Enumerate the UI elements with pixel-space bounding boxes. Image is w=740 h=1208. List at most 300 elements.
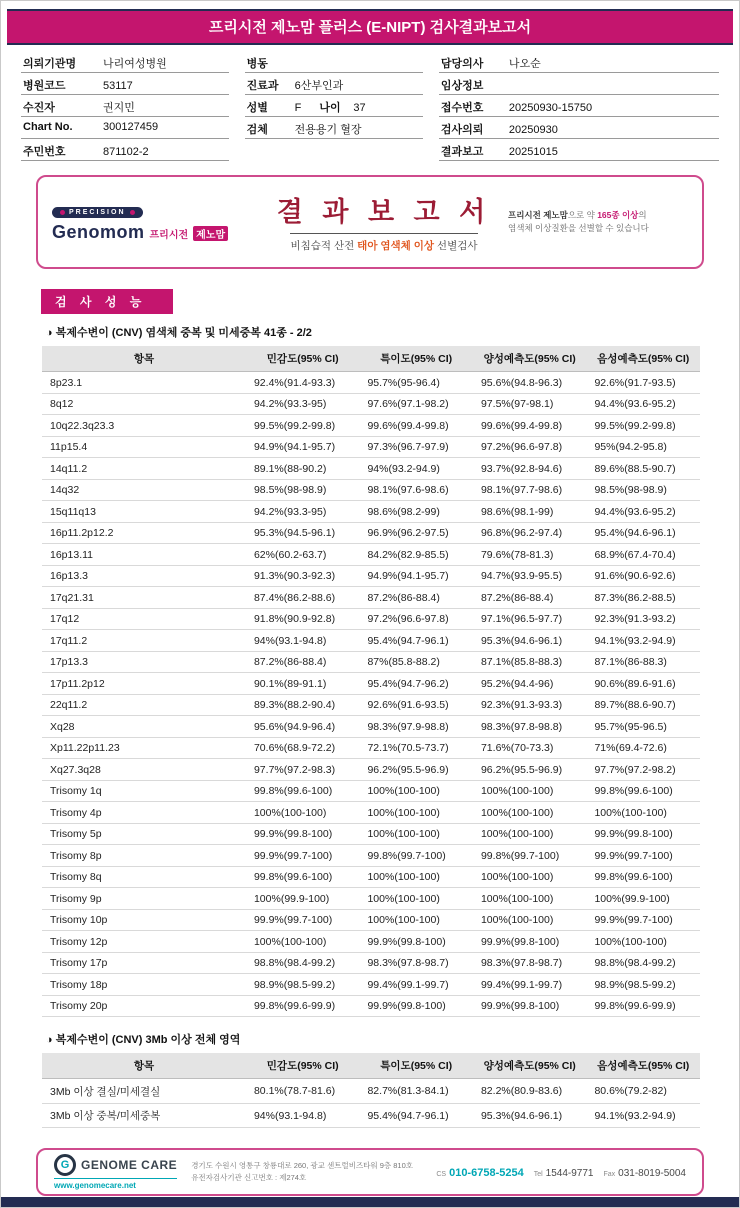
field-value: 300127459 [103,121,159,133]
row-value: 94.2%(93.3-95) [246,501,360,523]
row-label: 10q22.3q23.3 [42,415,246,437]
report-title-bar [7,9,733,45]
table-row [42,1103,700,1128]
table-row [42,909,700,931]
row-value: 93.7%(92.8-94.6) [473,458,587,480]
row-value: 95.7%(95-96.4) [359,372,473,394]
report-header-box [36,175,704,269]
row-value: 92.6%(91.6-93.5) [359,694,473,716]
row-label: 14q32 [42,479,246,501]
row-value: 92.3%(91.3-93.3) [473,694,587,716]
row-value: 95%(94.2-95.8) [586,436,700,458]
row-value: 99.5%(99.2-99.8) [246,415,360,437]
field-label: 담당의사 [440,58,484,70]
row-label: 3Mb 이상 중복/미세중복 [42,1103,246,1128]
row-value: 95.4%(94.7-96.1) [359,630,473,652]
row-value: 98.1%(97.6-98.6) [359,479,473,501]
row-value: 91.8%(90.9-92.8) [246,608,360,630]
table-row [42,587,700,609]
row-value: 98.1%(97.7-98.6) [473,479,587,501]
table-row [42,393,700,415]
row-value: 99.9%(99.7-100) [246,845,360,867]
field-specimen [245,117,423,139]
row-value: 94.1%(93.2-94.9) [586,1103,700,1128]
field-patient-name [21,95,229,117]
row-value: 99.9%(99.8-100) [473,931,587,953]
report-subtitle [290,233,477,253]
row-value: 95.3%(94.6-96.1) [473,630,587,652]
row-value: 100%(100-100) [473,866,587,888]
fax-number: 031-8019-5004 [618,1168,686,1179]
footer-contacts [436,1163,686,1181]
row-label: 16p13.3 [42,565,246,587]
table-row [42,479,700,501]
row-value: 87.2%(86-88.4) [359,587,473,609]
row-value: 97.7%(97.2-98.2) [586,759,700,781]
row-value: 99.8%(99.6-99.9) [586,995,700,1017]
row-value: 94.9%(94.1-95.7) [246,436,360,458]
brand-korean-2: 제노맘 [193,226,228,241]
row-value: 94.9%(94.1-95.7) [359,565,473,587]
fax-label: Fax [603,1171,616,1178]
table-body [42,1079,700,1128]
row-value: 79.6%(78-81.3) [473,544,587,566]
row-value: 100%(100-100) [586,802,700,824]
row-value: 100%(100-100) [246,931,360,953]
row-value: 100%(100-100) [586,931,700,953]
table-body [42,372,700,1017]
row-value: 100%(100-100) [473,909,587,931]
address-line2: 유전자검사기관 신고번호 : 제274호 [191,1173,307,1182]
row-label: 15q11q13 [42,501,246,523]
cs-number: 010-6758-5254 [449,1167,524,1179]
table-row [42,522,700,544]
table-row [42,888,700,910]
row-value: 95.6%(94.8-96.3) [473,372,587,394]
row-value: 95.3%(94.5-96.1) [246,522,360,544]
field-chart-no [21,117,229,139]
row-value: 99.9%(99.8-100) [359,931,473,953]
row-value: 100%(99.9-100) [246,888,360,910]
subtitle-prefix: 비침습적 산전 [290,240,358,252]
field-value: 전용용기 혈장 [294,124,362,136]
table-row [42,845,700,867]
field-value: 20250930-15750 [508,102,593,114]
table-row [42,458,700,480]
row-label: 14q11.2 [42,458,246,480]
row-value: 87.3%(86.2-88.5) [586,587,700,609]
field-label: 검체 [246,124,268,136]
row-value: 62%(60.2-63.7) [246,544,360,566]
row-value: 97.2%(96.6-97.8) [473,436,587,458]
row-value: 98.6%(98.2-99) [359,501,473,523]
row-value: 97.2%(96.6-97.8) [359,608,473,630]
badge-dot-icon [130,210,135,215]
table-row [42,952,700,974]
cnv-duplication-table [42,346,700,1017]
field-label: 성별 [246,102,268,114]
report-title-block [260,190,508,254]
row-label: Trisomy 12p [42,931,246,953]
row-label: 8q12 [42,393,246,415]
row-value: 97.6%(97.1-98.2) [359,393,473,415]
field-value: 37 [353,102,366,114]
row-value: 70.6%(68.9-72.2) [246,737,360,759]
row-value: 95.7%(95-96.5) [586,716,700,738]
row-value: 92.6%(91.7-93.5) [586,372,700,394]
field-label: 병동 [246,58,268,70]
field-label: 임상정보 [440,80,484,92]
row-value: 87.1%(85.8-88.3) [473,651,587,673]
cs-label: CS [436,1171,447,1178]
row-value: 89.7%(88.6-90.7) [586,694,700,716]
column-header: 항목 [42,1053,246,1079]
row-label: 17q11.2 [42,630,246,652]
column-header: 음성예측도(95% CI) [586,346,700,372]
cs-contact [436,1163,523,1181]
address-line1: 경기도 수원시 영통구 창룡대로 260, 광교 센트럴비즈타워 9층 810호 [191,1161,414,1170]
row-value: 98.3%(97.8-98.7) [359,952,473,974]
column-header: 음성예측도(95% CI) [586,1053,700,1079]
column-header: 특이도(95% CI) [359,1053,473,1079]
table-row [42,415,700,437]
column-header: 양성예측도(95% CI) [473,346,587,372]
row-value: 99.8%(99.6-100) [246,866,360,888]
row-value: 99.9%(99.8-100) [359,995,473,1017]
field-resident-id [21,139,229,161]
field-value: 권지민 [103,102,135,114]
row-label: 17p13.3 [42,651,246,673]
table-row [42,737,700,759]
patient-info-col3 [439,51,719,161]
row-value: 100%(100-100) [473,802,587,824]
row-value: 92.4%(91.4-93.3) [246,372,360,394]
row-value: 91.6%(90.6-92.6) [586,565,700,587]
row-label: 17q12 [42,608,246,630]
row-label: 3Mb 이상 결실/미세결실 [42,1079,246,1104]
row-value: 98.3%(97.9-98.8) [359,716,473,738]
row-value: 99.9%(99.8-100) [473,995,587,1017]
row-value: 96.2%(95.5-96.9) [359,759,473,781]
row-label: 16p11.2p12.2 [42,522,246,544]
genomom-logo [52,202,260,243]
row-value: 89.3%(88.2-90.4) [246,694,360,716]
row-value: 95.4%(94.7-96.2) [359,673,473,695]
row-value: 95.2%(94.4-96) [473,673,587,695]
row-label: Trisomy 10p [42,909,246,931]
row-value: 99.6%(99.4-99.8) [359,415,473,437]
row-value: 98.9%(98.5-99.2) [586,974,700,996]
row-label: 11p15.4 [42,436,246,458]
row-value: 98.9%(98.5-99.2) [246,974,360,996]
field-hospital-code [21,73,229,95]
table-row [42,565,700,587]
table-row [42,372,700,394]
row-value: 99.4%(99.1-99.7) [359,974,473,996]
row-value: 87.4%(86.2-88.6) [246,587,360,609]
note-highlight: 165종 이상 [597,209,639,220]
column-header: 민감도(95% CI) [246,1053,360,1079]
row-value: 100%(100-100) [246,802,360,824]
report-note [508,209,688,235]
row-value: 99.8%(99.6-99.9) [246,995,360,1017]
table-row [42,544,700,566]
row-label: Trisomy 20p [42,995,246,1017]
row-value: 98.6%(98.1-99) [473,501,587,523]
row-label: Trisomy 1q [42,780,246,802]
row-value: 99.9%(99.8-100) [586,823,700,845]
field-label: 진료과 [246,80,279,92]
field-sex-age [245,95,423,117]
row-value: 99.8%(99.6-100) [586,780,700,802]
precision-badge [52,207,143,218]
row-value: 72.1%(70.5-73.7) [359,737,473,759]
column-header: 특이도(95% CI) [359,346,473,372]
field-value: 6산부인과 [294,80,344,92]
table-row [42,501,700,523]
field-label: 나이 [319,102,341,114]
row-value: 94%(93.1-94.8) [246,630,360,652]
row-value: 100%(100-100) [359,866,473,888]
row-value: 98.3%(97.8-98.7) [473,952,587,974]
row-value: 99.8%(99.7-100) [473,845,587,867]
row-value: 99.8%(99.7-100) [359,845,473,867]
row-value: 94.4%(93.6-95.2) [586,501,700,523]
row-value: 80.6%(79.2-82) [586,1079,700,1104]
row-value: 95.6%(94.9-96.4) [246,716,360,738]
page-title: 프리시전 제노맘 플러스 (E-NIPT) 검사결과보고서 [208,19,532,36]
note-bold: 프리시전 제노맘 [508,209,568,220]
row-label: Trisomy 18p [42,974,246,996]
row-value: 99.6%(99.4-99.8) [473,415,587,437]
row-value: 82.7%(81.3-84.1) [359,1079,473,1104]
genomecare-name: GENOME CARE [81,1158,178,1172]
report-title: 결 과 보 고 서 [276,197,492,227]
row-label: 8p23.1 [42,372,246,394]
row-label: Xq27.3q28 [42,759,246,781]
row-value: 97.7%(97.2-98.3) [246,759,360,781]
field-ward [245,51,423,73]
cnv-3mb-caption: ◑ 복제수변이 (CNV) 3Mb 이상 전체 영역 [46,1034,241,1046]
field-label: 의뢰기관명 [23,58,77,70]
table-row [42,630,700,652]
patient-info-section [21,51,719,161]
footer-box [36,1148,704,1196]
row-value: 94%(93.2-94.9) [359,458,473,480]
row-value: 96.2%(95.5-96.9) [473,759,587,781]
field-value: 53117 [103,80,133,92]
row-value: 100%(100-100) [359,888,473,910]
table-row [42,931,700,953]
row-label: Trisomy 8p [42,845,246,867]
note-suffix: 의 [638,209,647,220]
table-row [42,651,700,673]
field-value: F [294,102,302,114]
row-value: 99.5%(99.2-99.8) [586,415,700,437]
field-label: 접수번호 [440,102,484,114]
table-row [42,436,700,458]
field-value: 871102-2 [103,146,149,158]
row-value: 87.2%(86-88.4) [473,587,587,609]
row-label: Trisomy 4p [42,802,246,824]
row-value: 99.8%(99.6-100) [586,866,700,888]
footer-address [191,1160,422,1184]
tel-contact [534,1163,594,1181]
field-doctor [439,51,719,73]
row-value: 99.4%(99.1-99.7) [473,974,587,996]
brand-korean-1: 프리시전 [149,229,189,241]
row-value: 100%(100-100) [359,780,473,802]
field-label: 주민번호 [23,146,66,158]
row-label: Xp11.22p11.23 [42,737,246,759]
row-value: 87%(85.8-88.2) [359,651,473,673]
row-value: 100%(100-100) [473,888,587,910]
table-row [42,608,700,630]
row-label: Trisomy 17p [42,952,246,974]
row-value: 95.4%(94.6-96.1) [586,522,700,544]
table-row [42,780,700,802]
row-value: 89.6%(88.5-90.7) [586,458,700,480]
row-value: 94.2%(93.3-95) [246,393,360,415]
row-value: 87.1%(86-88.3) [586,651,700,673]
column-header: 양성예측도(95% CI) [473,1053,587,1079]
row-value: 90.6%(89.6-91.6) [586,673,700,695]
row-value: 84.2%(82.9-85.5) [359,544,473,566]
row-value: 97.3%(96.7-97.9) [359,436,473,458]
subtitle-highlight: 태아 염색체 이상 [357,240,435,252]
field-label: 병원코드 [23,80,66,92]
field-label: 결과보고 [440,146,484,158]
row-value: 98.3%(97.8-98.8) [473,716,587,738]
row-value: 94.7%(93.9-95.5) [473,565,587,587]
row-label: Trisomy 9p [42,888,246,910]
row-value: 95.4%(94.7-96.1) [359,1103,473,1128]
patient-info-col1 [21,51,229,161]
row-value: 98.5%(98-98.9) [246,479,360,501]
row-value: 71.6%(70-73.3) [473,737,587,759]
note-line2: 염색체 이상질환을 선별할 수 있습니다 [508,223,649,233]
row-value: 99.8%(99.6-100) [246,780,360,802]
genomecare-logo-icon: G [54,1154,76,1176]
table-row [42,974,700,996]
row-value: 94.4%(93.6-95.2) [586,393,700,415]
bottom-bar [1,1197,739,1207]
table-header-row [42,346,700,372]
table-row [42,802,700,824]
brand-line [52,222,260,243]
field-value: 나오순 [508,58,541,70]
tel-label: Tel [533,1171,543,1178]
row-value: 100%(100-100) [473,780,587,802]
row-value: 99.9%(99.7-100) [586,845,700,867]
row-value: 82.2%(80.9-83.6) [473,1079,587,1104]
row-value: 98.8%(98.4-99.2) [586,952,700,974]
table-row [42,866,700,888]
table-row [42,694,700,716]
field-request-date [439,117,719,139]
row-value: 98.8%(98.4-99.2) [246,952,360,974]
website-link: www.genomecare.net [54,1178,177,1190]
genomecare-logo-block [54,1154,177,1190]
section-test-performance: 검 사 성 능 [41,289,173,314]
row-value: 100%(100-100) [473,823,587,845]
field-report-date [439,139,719,161]
field-value: 20251015 [508,146,558,158]
row-value: 97.5%(97-98.1) [473,393,587,415]
row-value: 99.9%(99.7-100) [586,909,700,931]
row-label: 17p11.2p12 [42,673,246,695]
row-label: Trisomy 8q [42,866,246,888]
table-row [42,823,700,845]
brand-name: Genomom [52,221,145,242]
row-value: 99.9%(99.8-100) [246,823,360,845]
row-value: 89.1%(88-90.2) [246,458,360,480]
field-requesting-org [21,51,229,73]
tel-number: 1544-9771 [545,1168,594,1179]
row-value: 100%(100-100) [359,909,473,931]
row-value: 87.2%(86-88.4) [246,651,360,673]
row-value: 98.5%(98-98.9) [586,479,700,501]
row-value: 94.1%(93.2-94.9) [586,630,700,652]
column-header: 항목 [42,346,246,372]
subtitle-suffix: 선별검사 [434,240,478,252]
row-value: 90.1%(89-91.1) [246,673,360,695]
row-value: 96.8%(96.2-97.4) [473,522,587,544]
row-value: 97.1%(96.5-97.7) [473,608,587,630]
badge-text: PRECISION [69,208,126,216]
column-header: 민감도(95% CI) [246,346,360,372]
patient-info-col2 [245,51,423,161]
row-value: 96.9%(96.2-97.5) [359,522,473,544]
row-value: 92.3%(91.3-93.2) [586,608,700,630]
field-value: 나리여성병원 [103,58,167,70]
table-row [42,1079,700,1104]
row-label: 22q11.2 [42,694,246,716]
cnv-3mb-table [42,1053,700,1128]
note-mid: 으로 약 [567,209,598,220]
row-value: 94%(93.1-94.8) [246,1103,360,1128]
field-label: 수진자 [23,102,55,114]
field-department [245,73,423,95]
table-row [42,673,700,695]
row-value: 91.3%(90.3-92.3) [246,565,360,587]
table-row [42,759,700,781]
table-header-row [42,1053,700,1079]
row-value: 80.1%(78.7-81.6) [246,1079,360,1104]
field-label: Chart No. [23,121,73,133]
row-value: 95.3%(94.6-96.1) [473,1103,587,1128]
row-value: 99.9%(99.7-100) [246,909,360,931]
field-label: 검사의뢰 [440,124,484,136]
row-value: 100%(100-100) [359,802,473,824]
row-value: 100%(100-100) [359,823,473,845]
field-clinical-info [439,73,719,95]
table-row [42,995,700,1017]
row-value: 68.9%(67.4-70.4) [586,544,700,566]
row-label: Xq28 [42,716,246,738]
badge-dot-icon [60,210,65,215]
field-value: 20250930 [508,124,558,136]
fax-contact [603,1163,686,1181]
row-value: 100%(99.9-100) [586,888,700,910]
table-row [42,716,700,738]
genomecare-logo [54,1154,177,1176]
field-receipt-no [439,95,719,117]
row-label: 17q21.31 [42,587,246,609]
cnv-duplication-caption: ◑ 복제수변이 (CNV) 염색체 중복 및 미세중복 41종 - 2/2 [46,327,312,339]
row-label: 16p13.11 [42,544,246,566]
row-value: 71%(69.4-72.6) [586,737,700,759]
